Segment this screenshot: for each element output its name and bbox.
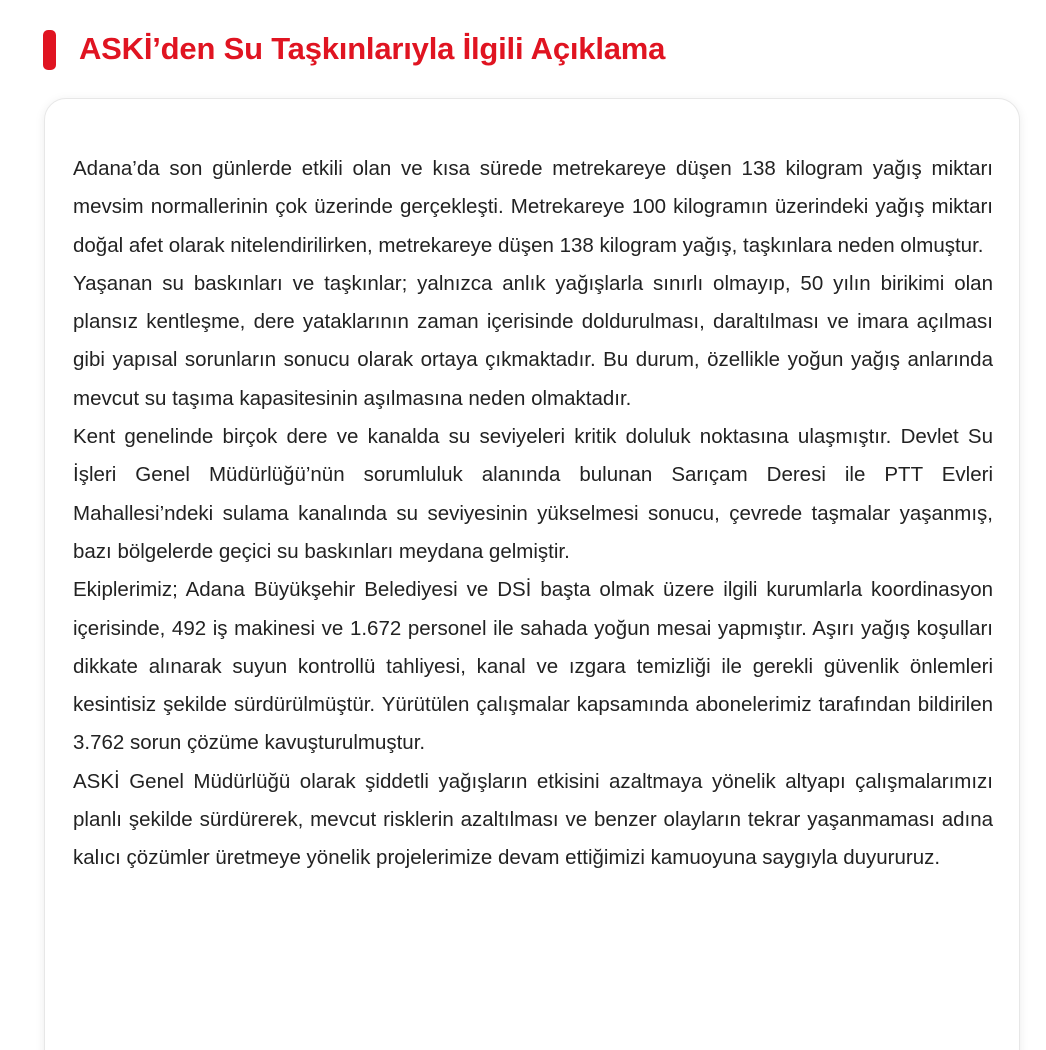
title-accent-bar (43, 30, 56, 70)
announcement-body (73, 150, 993, 878)
paragraph-4: Ekiplerimiz; Adana Büyükşehir Belediyesi ve DSİ başta olmak üzere ilgili kurumlarla koordinasyon içerisinde, 492 iş makinesi ve 1.672 personel ile sahada yoğun mesai yapmıştır. Aşırı yağış koşulları dikkate alınarak suyun kontrollü tahliyesi, kanal ve ızgara temizliği ile gerekli güvenlik önlemleri kesintisiz şekilde sürdürülmüştür. Yürütülen çalışmalar kapsamında abonelerimiz tarafından bildirilen 3.762 sorun çözüme kavuşturulmuştur. (73, 578, 993, 755)
paragraph-2: Yaşanan su baskınları ve taşkınlar; yalnızca anlık yağışlarla sınırlı olmayıp, 50 yılın birikimi olan plansız kentleşme, dere yataklarının zaman içerisinde doldurulması, daraltılması ve imara açılması gibi yapısal sorunların sonucu olarak ortaya çıkmaktadır. Bu durum, özellikle yoğun yağış anlarında mevcut su taşıma kapasitesinin aşılmasına neden olmaktadır. (73, 271, 993, 410)
paragraph-3: Kent genelinde birçok dere ve kanalda su seviyeleri kritik doluluk noktasına ulaşmıştır. Devlet Su İşleri Genel Müdürlüğü’nün sorumluluk alanında bulunan Sarıçam Deresi ile PTT Evleri Mahallesi’ndeki sulama kanalında su seviyesinin yükselmesi sonucu, çevrede taşmalar yaşanmış, bazı bölgelerde geçici su baskınları meydana gelmiştir. (73, 425, 993, 563)
paragraph-1: Adana’da son günlerde etkili olan ve kısa sürede metrekareye düşen 138 kilogram yağış miktarı mevsim normallerinin çok üzerinde gerçekleşti. Metrekareye 100 kilogramın üzerindeki yağış miktarı doğal afet olarak nitelendirilirken, metrekareye düşen 138 kilogram yağış, taşkınlara neden olmuştur. (73, 157, 993, 257)
page-title: ASKİ’den Su Taşkınlarıyla İlgili Açıklama (79, 31, 666, 66)
paragraph-5: ASKİ Genel Müdürlüğü olarak şiddetli yağışların etkisini azaltmaya yönelik altyapı çalışmalarımızı planlı şekilde sürdürerek, mevcut risklerin azaltılması ve benzer olayların tekrar yaşanmaması adına kalıcı çözümler üretmeye yönelik projelerimize devam ettiğimizi kamuoyuna saygıyla duyururuz. (73, 769, 993, 870)
